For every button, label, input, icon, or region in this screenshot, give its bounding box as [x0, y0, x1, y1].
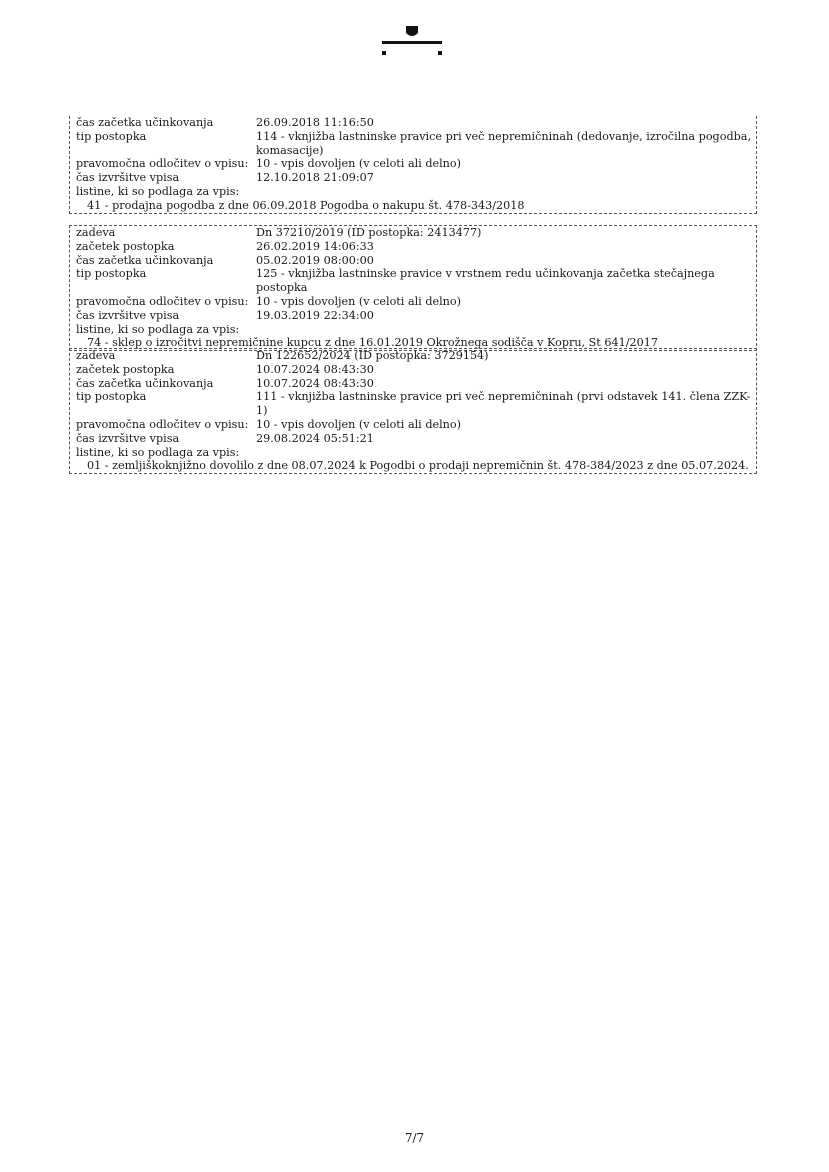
record-row — [70, 226, 756, 240]
record-row — [70, 349, 756, 363]
field-label: čas začetka učinkovanja — [76, 116, 214, 129]
record-row — [70, 240, 756, 254]
field-value: 10 - vpis dovoljen (v celoti ali delno) — [256, 294, 461, 308]
record-row — [70, 432, 756, 446]
field-value: 125 - vknjižba lastninske pravice v vrstnem redu učinkovanja začetka stečajnega postopka — [256, 267, 715, 295]
record-row — [70, 377, 756, 391]
field-value: 114 - vknjižba lastninske pravice pri več nepremičninah (dedovanje, izročilna pogodba, komasacije) — [256, 129, 751, 157]
document-item: 74 - sklep o izročitvi nepremičnine kupcu z dne 16.01.2019 Okrožnega sodišča v Kopru, St 641/2017 — [87, 336, 658, 350]
field-label: začetek postopka — [76, 239, 175, 253]
field-value: 26.09.2018 11:16:50 — [256, 116, 374, 129]
page-number: 7/7 — [404, 1131, 425, 1145]
field-label: pravomočna odločitev o vpisu: — [76, 294, 249, 308]
field-value: 05.02.2019 08:00:00 — [256, 253, 374, 267]
field-value: 12.10.2018 21:09:07 — [256, 171, 374, 185]
record-row — [70, 390, 756, 418]
documents-label-text: listine, ki so podlaga za vpis: — [76, 445, 240, 459]
field-value: 26.02.2019 14:06:33 — [256, 239, 374, 253]
field-value: 29.08.2024 05:51:21 — [256, 431, 374, 445]
documents-label-text: listine, ki so podlaga za vpis: — [76, 322, 240, 336]
documents-label — [70, 185, 756, 199]
field-label: tip postopka — [76, 390, 147, 404]
record-row — [70, 363, 756, 377]
procedure-record-2 — [69, 225, 757, 351]
field-label: pravomočna odločitev o vpisu: — [76, 157, 249, 171]
record-row — [70, 295, 756, 309]
field-label: tip postopka — [76, 129, 147, 143]
field-label: čas začetka učinkovanja — [76, 376, 214, 390]
documents-label-text: listine, ki so podlaga za vpis: — [76, 184, 240, 198]
record-row — [70, 309, 756, 323]
record-row — [70, 171, 756, 185]
coat-of-arms-icon — [380, 22, 444, 58]
procedure-record-3 — [69, 348, 757, 474]
documents-label — [70, 323, 756, 337]
field-value: 19.03.2019 22:34:00 — [256, 308, 374, 322]
field-label: začetek postopka — [76, 362, 175, 376]
record-row — [70, 130, 756, 158]
field-value: 111 - vknjižba lastninske pravice pri več nepremičninah (prvi odstavek 141. člena ZZK-1) — [256, 390, 751, 418]
field-label: čas izvršitve vpisa — [76, 308, 180, 322]
field-value: 10 - vpis dovoljen (v celoti ali delno) — [256, 417, 461, 431]
field-label: tip postopka — [76, 267, 147, 281]
record-row — [70, 116, 756, 130]
document-item: 41 - prodajna pogodba z dne 06.09.2018 Pogodba o nakupu št. 478-343/2018 — [87, 198, 525, 212]
record-row — [70, 157, 756, 171]
record-row — [70, 254, 756, 268]
field-value: Dn 122652/2024 (ID postopka: 3729154) — [256, 349, 489, 362]
record-row — [70, 267, 756, 295]
field-label: čas izvršitve vpisa — [76, 431, 180, 445]
field-label: čas izvršitve vpisa — [76, 171, 180, 185]
field-label: zadeva — [76, 226, 116, 239]
field-value: Dn 37210/2019 (ID postopka: 2413477) — [256, 226, 482, 239]
field-value: 10.07.2024 08:43:30 — [256, 362, 374, 376]
field-label: čas začetka učinkovanja — [76, 253, 214, 267]
document-item: 01 - zemljiškoknjižno dovolilo z dne 08.07.2024 k Pogodbi o prodaji nepremičnin št. 478-384/2023 z dne 05.07.2024. — [87, 459, 749, 473]
field-value: 10 - vpis dovoljen (v celoti ali delno) — [256, 157, 461, 171]
field-label: zadeva — [76, 349, 116, 362]
record-row — [70, 418, 756, 432]
field-label: pravomočna odločitev o vpisu: — [76, 417, 249, 431]
documents-label — [70, 446, 756, 460]
field-value: 10.07.2024 08:43:30 — [256, 376, 374, 390]
procedure-record-1 — [69, 116, 757, 214]
